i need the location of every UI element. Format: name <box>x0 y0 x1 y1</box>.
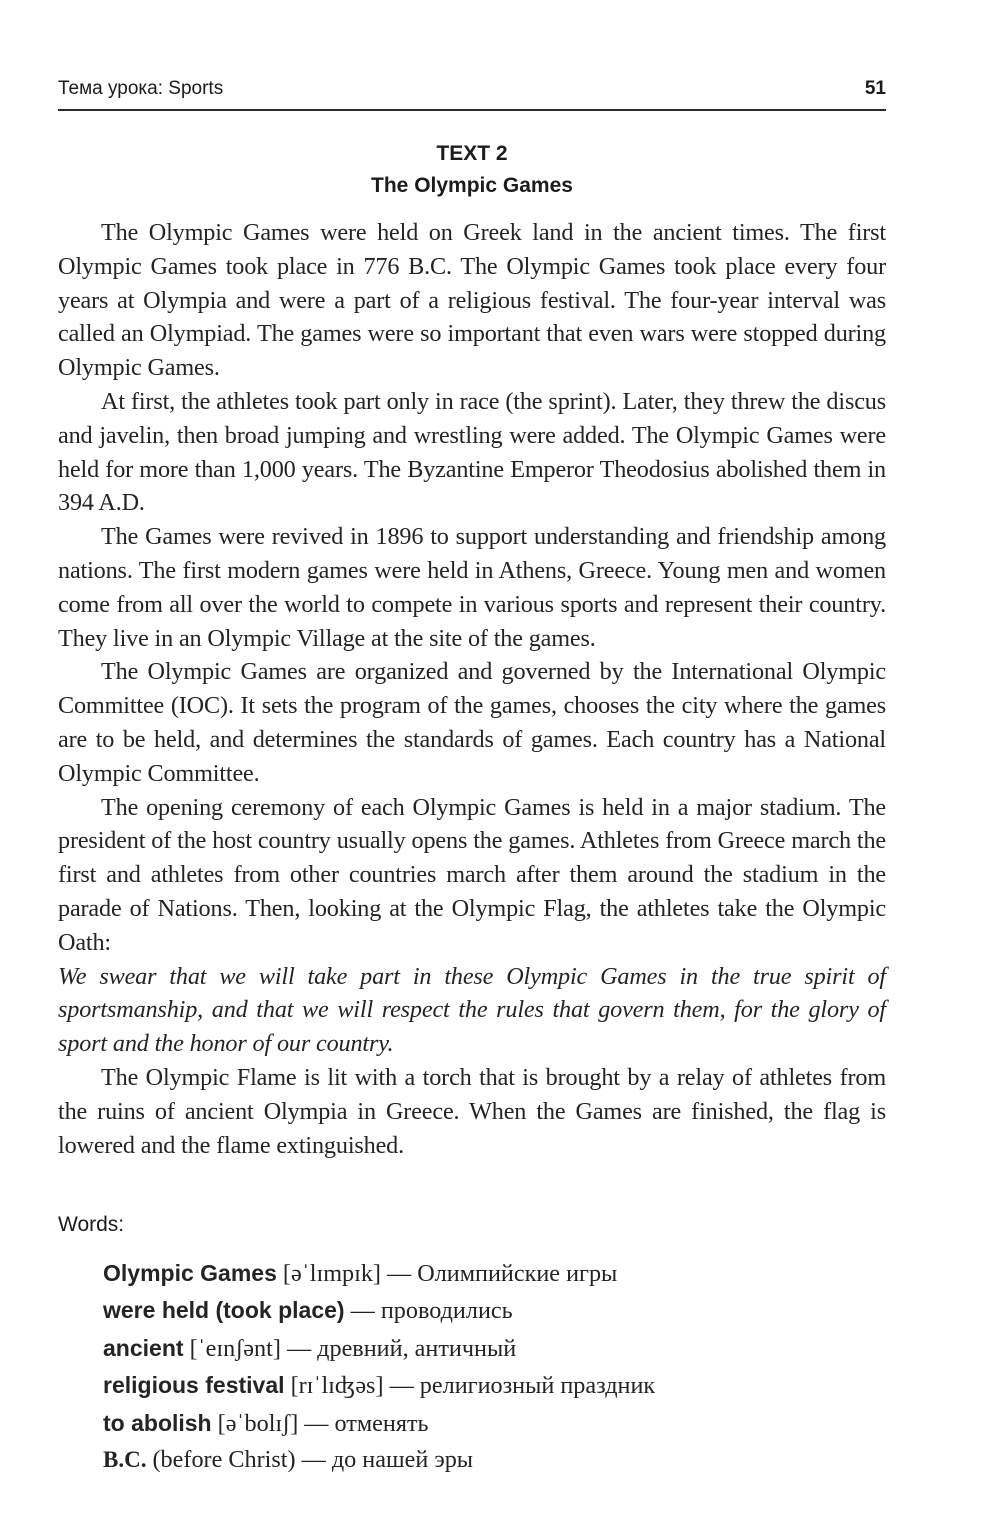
olympic-oath: We swear that we will take part in these Olympic Games in the true spirit of sportsmanship, and that we will respect the rules that govern them, for the glory of sport and the honor of our country. <box>58 962 886 1058</box>
vocabulary-entry <box>103 1367 883 1404</box>
vocabulary-definition: — проводились <box>344 1297 513 1325</box>
vocabulary-term: were held (took place) <box>103 1297 345 1324</box>
lesson-topic: Тема урока: Sports <box>58 78 224 99</box>
paragraph-7: The Olympic Flame is lit with a torch that is brought by a relay of athletes from the ruins of ancient Olympia in Greece. When the Games are finished, the flag is lowered and the flame extinguished. <box>58 1063 886 1159</box>
vocabulary-definition: [rɪˈlɪʤəs] — религиозный праздник <box>284 1372 656 1400</box>
running-head <box>58 76 886 104</box>
vocabulary-definition: [ˈeɪnʃənt] — древний, античный <box>183 1334 517 1362</box>
words-heading: Words: <box>58 1213 125 1236</box>
vocabulary-entry <box>103 1405 883 1442</box>
paragraph-1: The Olympic Games were held on Greek land in the ancient times. The first Olympic Games took place in 776 B.C. The Olympic Games took place every four years at Olympia and were a part of a religious festival. The four-year interval was called an Olympiad. The games were so important that even wars were stopped during Olympic Games. <box>58 219 886 382</box>
vocabulary-entry <box>103 1330 883 1367</box>
vocabulary-list <box>103 1255 883 1478</box>
vocabulary-term: ancient <box>103 1334 184 1361</box>
page-number: 51 <box>864 78 886 99</box>
vocabulary-entry <box>103 1255 883 1292</box>
vocabulary-term: religious festival <box>103 1372 285 1399</box>
paragraph-3: The Games were revived in 1896 to support understanding and friendship among nations. The first modern games were held in Athens, Greece. Young men and women come from all over the world to compete in various sports and represent their country. They live in an Olympic Village at the site of the games. <box>58 523 886 652</box>
paragraph-4: The Olympic Games are organized and governed by the International Olympic Committee (IOC). It sets the program of the games, chooses the city where the games are to be held, and determines the standards of games. Each country has a National Olympic Committee. <box>58 658 886 787</box>
vocabulary-term: B.C. <box>103 1447 147 1473</box>
header-rule <box>58 109 886 111</box>
vocabulary-term: Olympic Games <box>103 1260 277 1286</box>
paragraph-5: The opening ceremony of each Olympic Games is held in a major stadium. The president of the host country usually opens the games. Athletes from Greece march the first and athletes from other countries march after them around the stadium in the parade of Nations. Then, looking at the Olympic Flag, the athletes take the Olympic Oath: <box>58 793 886 956</box>
vocabulary-definition: [əˈlɪmpɪk] — Олимпийские игры <box>276 1260 618 1287</box>
text-label: TEXT 2 <box>436 142 508 165</box>
vocabulary-entry <box>103 1442 883 1478</box>
vocabulary-definition: (before Christ) — до нашей эры <box>146 1446 474 1474</box>
reading-text <box>58 216 886 1162</box>
paragraph-2: At first, the athletes took part only in race (the sprint). Later, they threw the discus and javelin, then broad jumping and wrestling were added. The Olympic Games were held for more than 1,000 years. The Byzantine Emperor Theodosius abolished them in 394 A.D. <box>58 387 886 517</box>
vocabulary-term: to abolish <box>103 1409 212 1436</box>
text-title: The Olympic Games <box>371 174 573 197</box>
vocabulary-definition: [əˈbolɪʃ] — отменять <box>211 1409 429 1437</box>
vocabulary-entry <box>103 1292 883 1329</box>
